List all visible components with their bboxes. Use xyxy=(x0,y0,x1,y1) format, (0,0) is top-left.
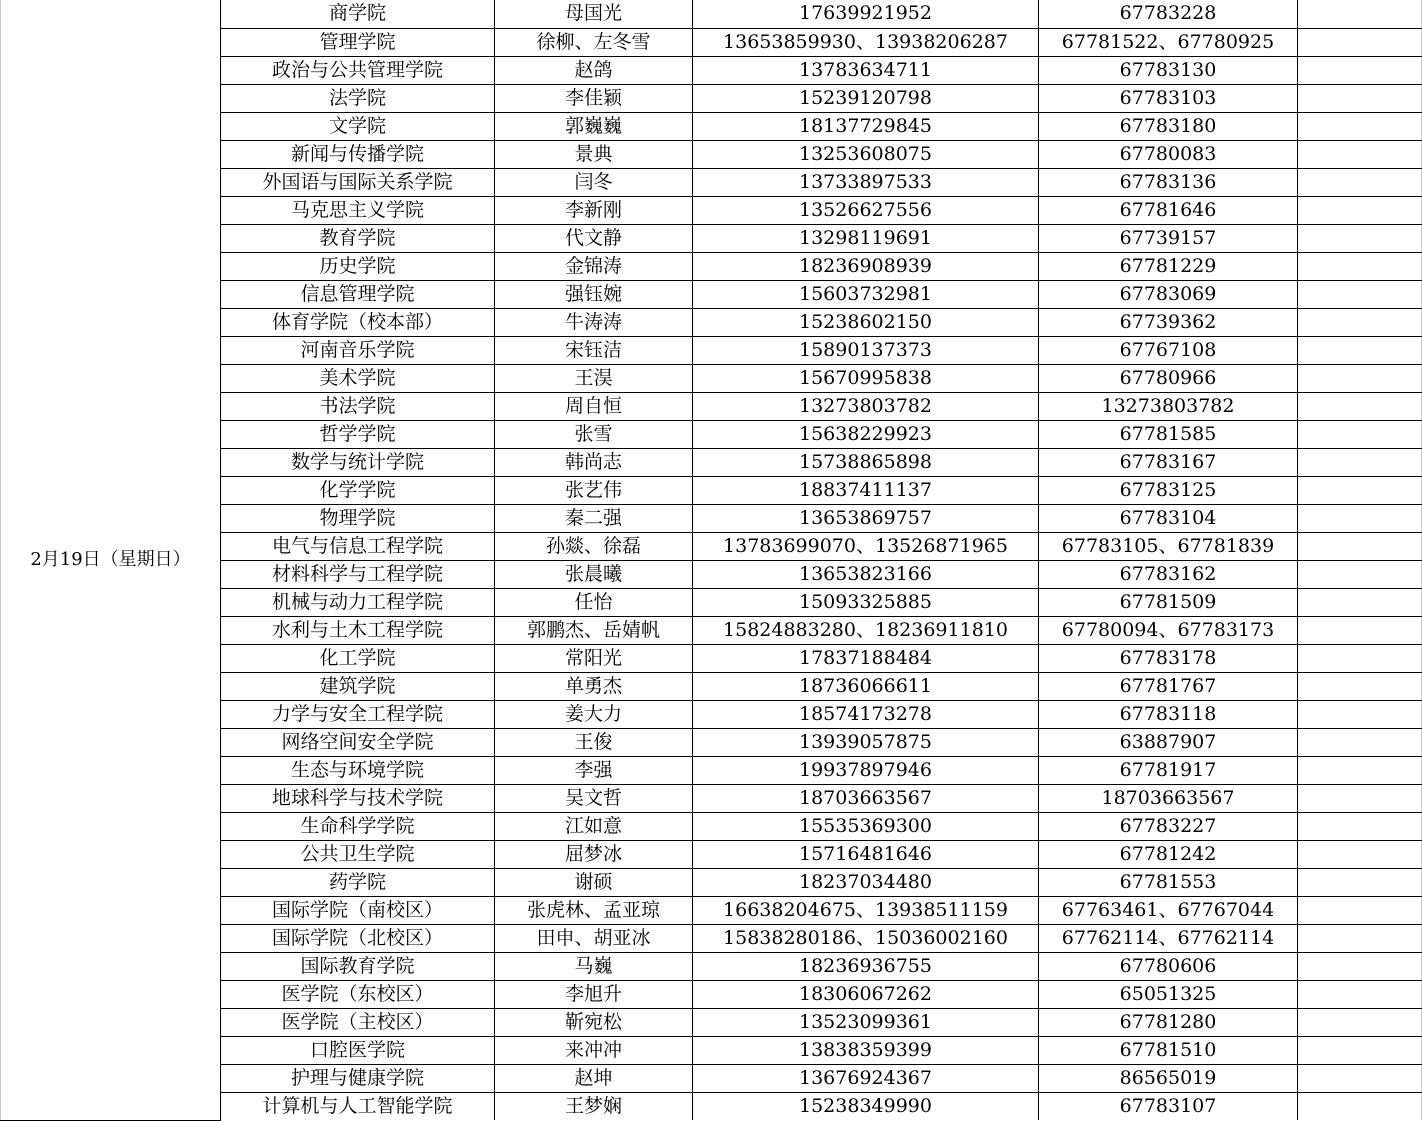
college-cell[interactable]: 生态与环境学院 xyxy=(221,756,495,784)
date-cell[interactable]: 2月19日（星期日） xyxy=(1,0,221,1120)
contact-name-cell[interactable]: 孙燚、徐磊 xyxy=(495,532,693,560)
office-phone-cell[interactable]: 86565019 xyxy=(1039,1064,1298,1092)
office-phone-cell[interactable]: 67783228 xyxy=(1039,0,1298,28)
mobile-number-cell[interactable]: 15670995838 xyxy=(693,364,1039,392)
empty-cell[interactable] xyxy=(1298,616,1422,644)
mobile-number-cell[interactable]: 18236908939 xyxy=(693,252,1039,280)
contact-name-cell[interactable]: 周自恒 xyxy=(495,392,693,420)
empty-cell[interactable] xyxy=(1298,1036,1422,1064)
office-phone-cell[interactable]: 13273803782 xyxy=(1039,392,1298,420)
office-phone-cell[interactable]: 67762114、67762114 xyxy=(1039,924,1298,952)
contact-name-cell[interactable]: 王淏 xyxy=(495,364,693,392)
office-phone-cell[interactable]: 67780606 xyxy=(1039,952,1298,980)
empty-cell[interactable] xyxy=(1298,1092,1422,1120)
contact-name-cell[interactable]: 王俊 xyxy=(495,728,693,756)
mobile-number-cell[interactable]: 17837188484 xyxy=(693,644,1039,672)
mobile-number-cell[interactable]: 13253608075 xyxy=(693,140,1039,168)
contact-name-cell[interactable]: 牛涛涛 xyxy=(495,308,693,336)
empty-cell[interactable] xyxy=(1298,644,1422,672)
empty-cell[interactable] xyxy=(1298,728,1422,756)
college-cell[interactable]: 商学院 xyxy=(221,0,495,28)
college-cell[interactable]: 网络空间安全学院 xyxy=(221,728,495,756)
empty-cell[interactable] xyxy=(1298,336,1422,364)
empty-cell[interactable] xyxy=(1298,756,1422,784)
mobile-number-cell[interactable]: 13653869757 xyxy=(693,504,1039,532)
college-cell[interactable]: 数学与统计学院 xyxy=(221,448,495,476)
empty-cell[interactable] xyxy=(1298,280,1422,308)
contact-name-cell[interactable]: 张虎林、孟亚琼 xyxy=(495,896,693,924)
empty-cell[interactable] xyxy=(1298,896,1422,924)
table-body xyxy=(1,0,1422,1120)
office-phone-cell[interactable]: 67781522、67780925 xyxy=(1039,28,1298,56)
contact-name-cell[interactable]: 代文静 xyxy=(495,224,693,252)
mobile-number-cell[interactable]: 13653823166 xyxy=(693,560,1039,588)
office-phone-cell[interactable]: 67781553 xyxy=(1039,868,1298,896)
mobile-number-cell[interactable]: 18736066611 xyxy=(693,672,1039,700)
mobile-number-cell[interactable]: 13733897533 xyxy=(693,168,1039,196)
empty-cell[interactable] xyxy=(1298,364,1422,392)
empty-cell[interactable] xyxy=(1298,840,1422,868)
empty-cell[interactable] xyxy=(1298,224,1422,252)
contact-name-cell[interactable]: 郭巍巍 xyxy=(495,112,693,140)
mobile-number-cell[interactable]: 13676924367 xyxy=(693,1064,1039,1092)
mobile-number-cell[interactable]: 13526627556 xyxy=(693,196,1039,224)
contact-name-cell[interactable]: 赵坤 xyxy=(495,1064,693,1092)
mobile-number-cell[interactable]: 17639921952 xyxy=(693,0,1039,28)
empty-cell[interactable] xyxy=(1298,980,1422,1008)
empty-cell[interactable] xyxy=(1298,1008,1422,1036)
college-cell[interactable]: 生命科学学院 xyxy=(221,812,495,840)
contact-name-cell[interactable]: 赵鸽 xyxy=(495,56,693,84)
office-phone-cell[interactable]: 67783136 xyxy=(1039,168,1298,196)
mobile-number-cell[interactable]: 13783634711 xyxy=(693,56,1039,84)
office-phone-cell[interactable]: 63887907 xyxy=(1039,728,1298,756)
office-phone-cell[interactable]: 67783069 xyxy=(1039,280,1298,308)
college-cell[interactable]: 口腔医学院 xyxy=(221,1036,495,1064)
empty-cell[interactable] xyxy=(1298,168,1422,196)
contact-name-cell[interactable]: 吴文哲 xyxy=(495,784,693,812)
office-phone-cell[interactable]: 67783118 xyxy=(1039,700,1298,728)
contact-name-cell[interactable]: 任怡 xyxy=(495,588,693,616)
contact-name-cell[interactable]: 徐柳、左冬雪 xyxy=(495,28,693,56)
mobile-number-cell[interactable]: 15239120798 xyxy=(693,84,1039,112)
college-cell[interactable]: 管理学院 xyxy=(221,28,495,56)
college-cell[interactable]: 物理学院 xyxy=(221,504,495,532)
mobile-number-cell[interactable]: 19937897946 xyxy=(693,756,1039,784)
contact-name-cell[interactable]: 谢硕 xyxy=(495,868,693,896)
mobile-number-cell[interactable]: 18574173278 xyxy=(693,700,1039,728)
empty-cell[interactable] xyxy=(1298,112,1422,140)
contact-name-cell[interactable]: 屈梦冰 xyxy=(495,840,693,868)
college-cell[interactable]: 医学院（东校区） xyxy=(221,980,495,1008)
empty-cell[interactable] xyxy=(1298,392,1422,420)
college-cell[interactable]: 化学学院 xyxy=(221,476,495,504)
empty-cell[interactable] xyxy=(1298,952,1422,980)
mobile-number-cell[interactable]: 13273803782 xyxy=(693,392,1039,420)
college-cell[interactable]: 建筑学院 xyxy=(221,672,495,700)
mobile-number-cell[interactable]: 13783699070、13526871965 xyxy=(693,532,1039,560)
mobile-number-cell[interactable]: 15603732981 xyxy=(693,280,1039,308)
office-phone-cell[interactable]: 67781242 xyxy=(1039,840,1298,868)
contact-name-cell[interactable]: 江如意 xyxy=(495,812,693,840)
college-cell[interactable]: 法学院 xyxy=(221,84,495,112)
college-cell[interactable]: 河南音乐学院 xyxy=(221,336,495,364)
college-cell[interactable]: 外国语与国际关系学院 xyxy=(221,168,495,196)
mobile-number-cell[interactable]: 18837411137 xyxy=(693,476,1039,504)
mobile-number-cell[interactable]: 18237034480 xyxy=(693,868,1039,896)
mobile-number-cell[interactable]: 18703663567 xyxy=(693,784,1039,812)
contact-name-cell[interactable]: 来冲冲 xyxy=(495,1036,693,1064)
mobile-number-cell[interactable]: 13939057875 xyxy=(693,728,1039,756)
college-cell[interactable]: 美术学院 xyxy=(221,364,495,392)
empty-cell[interactable] xyxy=(1298,812,1422,840)
college-cell[interactable]: 政治与公共管理学院 xyxy=(221,56,495,84)
office-phone-cell[interactable]: 67739362 xyxy=(1039,308,1298,336)
college-cell[interactable]: 哲学学院 xyxy=(221,420,495,448)
table-row xyxy=(1,0,1422,28)
empty-cell[interactable] xyxy=(1298,868,1422,896)
college-cell[interactable]: 药学院 xyxy=(221,868,495,896)
office-phone-cell[interactable]: 67781917 xyxy=(1039,756,1298,784)
mobile-number-cell[interactable]: 15824883280、18236911810 xyxy=(693,616,1039,644)
office-phone-cell[interactable]: 67781767 xyxy=(1039,672,1298,700)
office-phone-cell[interactable]: 67781510 xyxy=(1039,1036,1298,1064)
college-cell[interactable]: 文学院 xyxy=(221,112,495,140)
mobile-number-cell[interactable]: 15838280186、15036002160 xyxy=(693,924,1039,952)
office-phone-cell[interactable]: 67780966 xyxy=(1039,364,1298,392)
college-cell[interactable]: 信息管理学院 xyxy=(221,280,495,308)
contact-name-cell[interactable]: 张艺伟 xyxy=(495,476,693,504)
contact-name-cell[interactable]: 宋钰洁 xyxy=(495,336,693,364)
office-phone-cell[interactable]: 67783107 xyxy=(1039,1092,1298,1120)
empty-cell[interactable] xyxy=(1298,924,1422,952)
mobile-number-cell[interactable]: 13838359399 xyxy=(693,1036,1039,1064)
mobile-number-cell[interactable]: 18137729845 xyxy=(693,112,1039,140)
college-cell[interactable]: 机械与动力工程学院 xyxy=(221,588,495,616)
empty-cell[interactable] xyxy=(1298,784,1422,812)
office-phone-cell[interactable]: 67763461、67767044 xyxy=(1039,896,1298,924)
contact-name-cell[interactable]: 韩尚志 xyxy=(495,448,693,476)
college-cell[interactable]: 公共卫生学院 xyxy=(221,840,495,868)
empty-cell[interactable] xyxy=(1298,448,1422,476)
contact-name-cell[interactable]: 王梦娴 xyxy=(495,1092,693,1120)
mobile-number-cell[interactable]: 15238602150 xyxy=(693,308,1039,336)
empty-cell[interactable] xyxy=(1298,0,1422,28)
contact-name-cell[interactable]: 田申、胡亚冰 xyxy=(495,924,693,952)
mobile-number-cell[interactable]: 15638229923 xyxy=(693,420,1039,448)
office-phone-cell[interactable]: 67783125 xyxy=(1039,476,1298,504)
contact-name-cell[interactable]: 常阳光 xyxy=(495,644,693,672)
college-cell[interactable]: 计算机与人工智能学院 xyxy=(221,1092,495,1120)
college-cell[interactable]: 历史学院 xyxy=(221,252,495,280)
office-phone-cell[interactable]: 65051325 xyxy=(1039,980,1298,1008)
college-cell[interactable]: 国际学院（北校区） xyxy=(221,924,495,952)
mobile-number-cell[interactable]: 15093325885 xyxy=(693,588,1039,616)
empty-cell[interactable] xyxy=(1298,532,1422,560)
contact-name-cell[interactable]: 景典 xyxy=(495,140,693,168)
college-cell[interactable]: 化工学院 xyxy=(221,644,495,672)
mobile-number-cell[interactable]: 15738865898 xyxy=(693,448,1039,476)
office-phone-cell[interactable]: 67780094、67783173 xyxy=(1039,616,1298,644)
empty-cell[interactable] xyxy=(1298,588,1422,616)
office-phone-cell[interactable]: 67739157 xyxy=(1039,224,1298,252)
empty-cell[interactable] xyxy=(1298,28,1422,56)
contact-name-cell[interactable]: 李新刚 xyxy=(495,196,693,224)
empty-cell[interactable] xyxy=(1298,504,1422,532)
contact-name-cell[interactable]: 闫冬 xyxy=(495,168,693,196)
college-cell[interactable]: 电气与信息工程学院 xyxy=(221,532,495,560)
office-phone-cell[interactable]: 67783103 xyxy=(1039,84,1298,112)
office-phone-cell[interactable]: 18703663567 xyxy=(1039,784,1298,812)
office-phone-cell[interactable]: 67783105、67781839 xyxy=(1039,532,1298,560)
college-cell[interactable]: 医学院（主校区） xyxy=(221,1008,495,1036)
empty-cell[interactable] xyxy=(1298,56,1422,84)
college-cell[interactable]: 护理与健康学院 xyxy=(221,1064,495,1092)
college-cell[interactable]: 力学与安全工程学院 xyxy=(221,700,495,728)
office-phone-cell[interactable]: 67783178 xyxy=(1039,644,1298,672)
empty-cell[interactable] xyxy=(1298,140,1422,168)
mobile-number-cell[interactable]: 18306067262 xyxy=(693,980,1039,1008)
empty-cell[interactable] xyxy=(1298,1064,1422,1092)
college-cell[interactable]: 国际学院（南校区） xyxy=(221,896,495,924)
office-phone-cell[interactable]: 67781509 xyxy=(1039,588,1298,616)
empty-cell[interactable] xyxy=(1298,476,1422,504)
office-phone-cell[interactable]: 67767108 xyxy=(1039,336,1298,364)
college-cell[interactable]: 材料科学与工程学院 xyxy=(221,560,495,588)
college-cell[interactable]: 地球科学与技术学院 xyxy=(221,784,495,812)
college-cell[interactable]: 水利与土木工程学院 xyxy=(221,616,495,644)
contact-name-cell[interactable]: 张晨曦 xyxy=(495,560,693,588)
college-cell[interactable]: 书法学院 xyxy=(221,392,495,420)
empty-cell[interactable] xyxy=(1298,84,1422,112)
office-phone-cell[interactable]: 67781229 xyxy=(1039,252,1298,280)
contact-name-cell[interactable]: 靳宛松 xyxy=(495,1008,693,1036)
empty-cell[interactable] xyxy=(1298,700,1422,728)
empty-cell[interactable] xyxy=(1298,672,1422,700)
office-phone-cell[interactable]: 67781585 xyxy=(1039,420,1298,448)
mobile-number-cell[interactable]: 15716481646 xyxy=(693,840,1039,868)
college-cell[interactable]: 国际教育学院 xyxy=(221,952,495,980)
mobile-number-cell[interactable]: 15890137373 xyxy=(693,336,1039,364)
mobile-number-cell[interactable]: 13653859930、13938206287 xyxy=(693,28,1039,56)
contact-name-cell[interactable]: 张雪 xyxy=(495,420,693,448)
contact-name-cell[interactable]: 强钰婉 xyxy=(495,280,693,308)
college-cell[interactable]: 教育学院 xyxy=(221,224,495,252)
contact-name-cell[interactable]: 郭鹏杰、岳婧帆 xyxy=(495,616,693,644)
empty-cell[interactable] xyxy=(1298,196,1422,224)
college-cell[interactable]: 体育学院（校本部） xyxy=(221,308,495,336)
college-cell[interactable]: 新闻与传播学院 xyxy=(221,140,495,168)
contact-name-cell[interactable]: 马巍 xyxy=(495,952,693,980)
contact-name-cell[interactable]: 李旭升 xyxy=(495,980,693,1008)
contact-name-cell[interactable]: 金锦涛 xyxy=(495,252,693,280)
office-phone-cell[interactable]: 67783104 xyxy=(1039,504,1298,532)
empty-cell[interactable] xyxy=(1298,420,1422,448)
mobile-number-cell[interactable]: 15238349990 xyxy=(693,1092,1039,1120)
contact-name-cell[interactable]: 单勇杰 xyxy=(495,672,693,700)
office-phone-cell[interactable]: 67781646 xyxy=(1039,196,1298,224)
contact-name-cell[interactable]: 秦二强 xyxy=(495,504,693,532)
contact-name-cell[interactable]: 李佳颖 xyxy=(495,84,693,112)
mobile-number-cell[interactable]: 15535369300 xyxy=(693,812,1039,840)
empty-cell[interactable] xyxy=(1298,560,1422,588)
mobile-number-cell[interactable]: 13298119691 xyxy=(693,224,1039,252)
contact-name-cell[interactable]: 母国光 xyxy=(495,0,693,28)
empty-cell[interactable] xyxy=(1298,308,1422,336)
empty-cell[interactable] xyxy=(1298,252,1422,280)
office-phone-cell[interactable]: 67780083 xyxy=(1039,140,1298,168)
office-phone-cell[interactable]: 67783180 xyxy=(1039,112,1298,140)
office-phone-cell[interactable]: 67783227 xyxy=(1039,812,1298,840)
contact-name-cell[interactable]: 姜大力 xyxy=(495,700,693,728)
office-phone-cell[interactable]: 67783167 xyxy=(1039,448,1298,476)
mobile-number-cell[interactable]: 16638204675、13938511159 xyxy=(693,896,1039,924)
contact-name-cell[interactable]: 李强 xyxy=(495,756,693,784)
office-phone-cell[interactable]: 67783130 xyxy=(1039,56,1298,84)
office-phone-cell[interactable]: 67781280 xyxy=(1039,1008,1298,1036)
mobile-number-cell[interactable]: 18236936755 xyxy=(693,952,1039,980)
college-cell[interactable]: 马克思主义学院 xyxy=(221,196,495,224)
office-phone-cell[interactable]: 67783162 xyxy=(1039,560,1298,588)
mobile-number-cell[interactable]: 13523099361 xyxy=(693,1008,1039,1036)
